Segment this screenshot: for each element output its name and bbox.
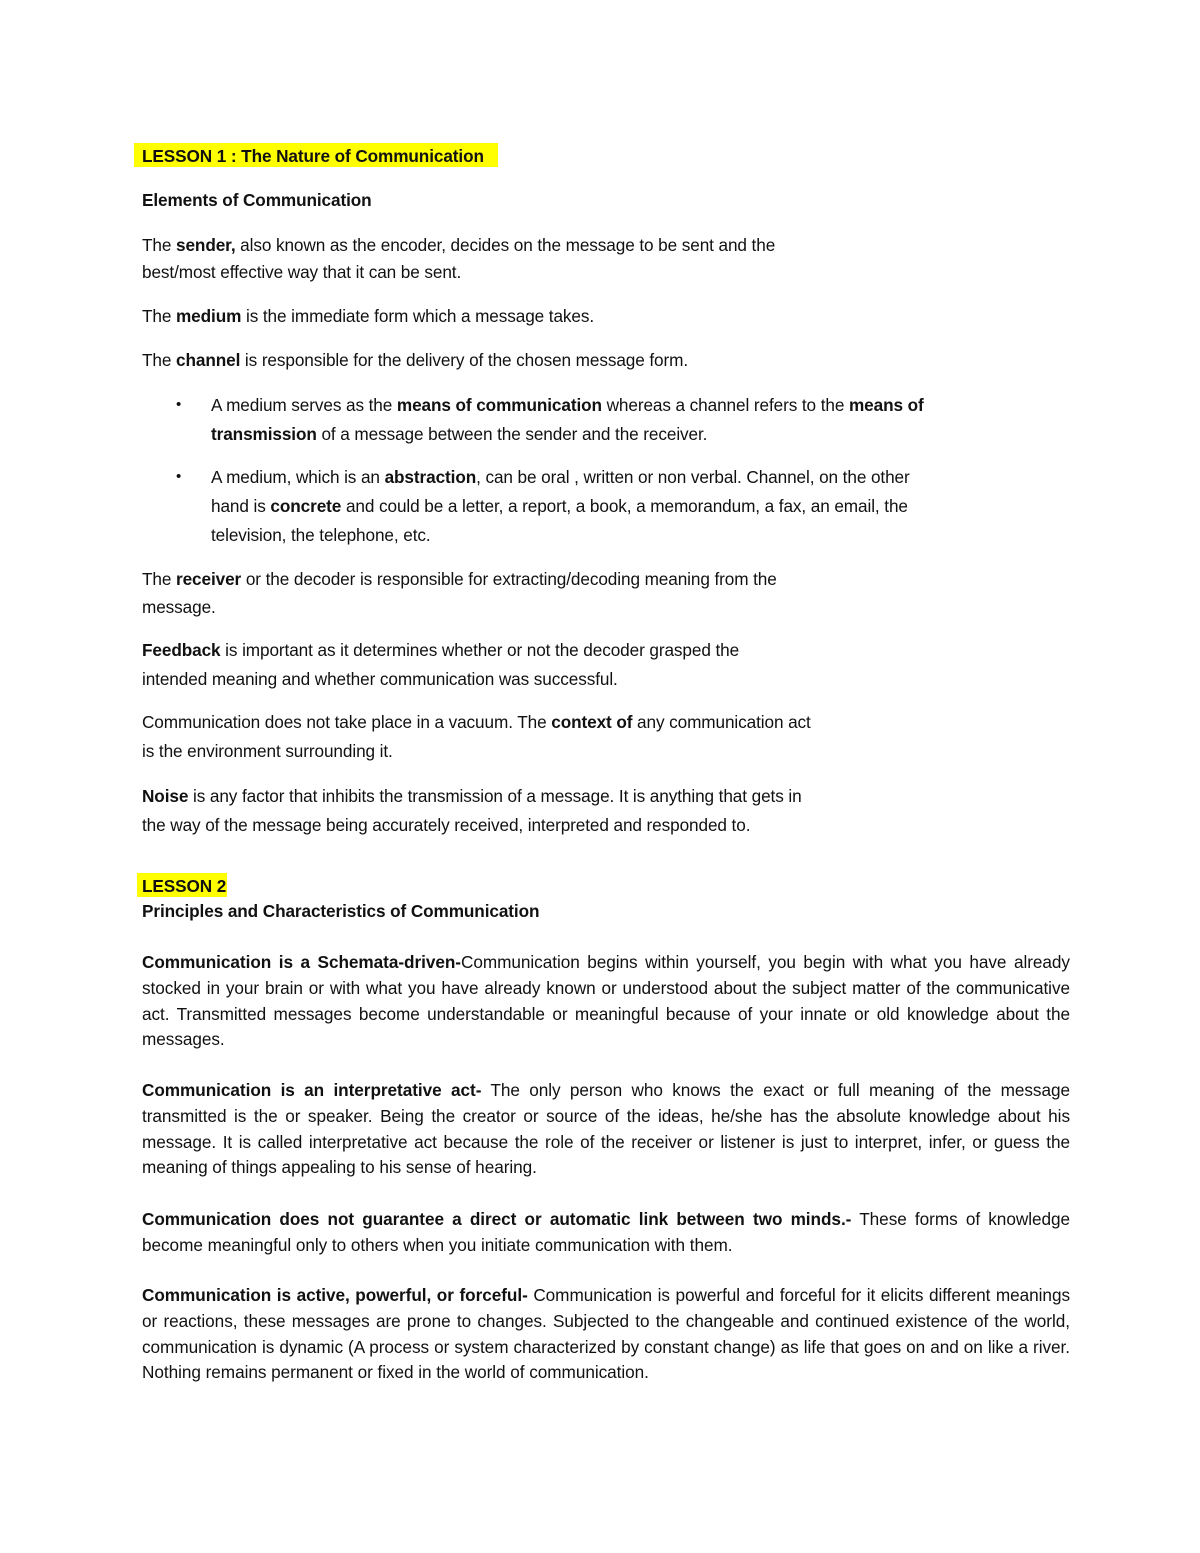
bullet-2-marker: • [176, 468, 182, 485]
principle-interpretative [142, 1078, 1070, 1181]
feedback-line-1 [142, 640, 739, 660]
receiver-term: receiver [176, 569, 242, 589]
bullet-2-text-f: and could be a letter, a report, a book, a memorandum, a fax, an email, the [341, 496, 908, 516]
bullet-2-text-a: A medium, which is an [211, 467, 385, 487]
principle-interpretative-term: Communication is an interpretative act- [142, 1080, 482, 1100]
medium-pre: The [142, 306, 176, 326]
feedback-line-2: intended meaning and whether communication was successful. [142, 669, 618, 689]
principle-no-guarantee [142, 1207, 1070, 1259]
context-rest: any communication act [632, 712, 811, 732]
context-term: context of [551, 712, 633, 732]
principle-no-guarantee-term: Communication does not guarantee a direct or automatic link between two minds.- [142, 1209, 852, 1229]
principle-interpretative-body: The only person who knows the exact or full meaning of the message transmitted is the or speaker. Being the creator or source of the ideas, he/she has the absolute knowledge about his message. It is called interpretative act because the role of the receiver or listener is just to interpret, infer, or guess the meaning of things appealing to his sense of hearing. [142, 1080, 1070, 1178]
bullet-2-term-concrete: concrete [270, 496, 342, 516]
bullet-1-marker: • [176, 396, 182, 413]
channel-line [142, 350, 688, 370]
sender-line-2: best/most effective way that it can be sent. [142, 262, 462, 282]
noise-line-1 [142, 786, 802, 806]
bullet-1-line-1 [211, 395, 924, 415]
principle-no-guarantee-body: These forms of knowledge become meaningful only to others when you initiate communication with them. [142, 1209, 1070, 1255]
receiver-line-1 [142, 569, 777, 589]
bullet-2-term-abstraction: abstraction [384, 467, 477, 487]
bullet-1-term-transmission: transmission [211, 424, 317, 444]
medium-term: medium [176, 306, 242, 326]
context-line-2: is the environment surrounding it. [142, 741, 393, 761]
bullet-2-text-d: hand is [211, 496, 271, 516]
bullet-2-line-2 [211, 496, 908, 516]
bullet-1-line-2 [211, 424, 707, 444]
lesson2-subtitle: Principles and Characteristics of Communication [142, 901, 540, 921]
channel-pre: The [142, 350, 176, 370]
principle-active-body: Communication is powerful and forceful for it elicits different meanings or reactions, these messages are prone to changes. Subjected to the changeable and continued existence of the world, communication is dynamic (A process or system characterized by constant change) as life that goes on and on like a river. Nothing remains permanent or fixed in the world of communication. [142, 1285, 1070, 1383]
receiver-pre: The [142, 569, 176, 589]
principle-schemata-term: Communication is a Schemata-driven- [142, 952, 461, 972]
feedback-term: Feedback [142, 640, 221, 660]
sender-pre: The [142, 235, 176, 255]
lesson1-title: LESSON 1 : The Nature of Communication [142, 146, 484, 166]
bullet-2-text-c: , can be oral , written or non verbal. Channel, on the other [476, 467, 910, 487]
sender-rest: also known as the encoder, decides on the message to be sent and the [235, 235, 776, 255]
principle-schemata-body: Communication begins within yourself, you begin with what you have already stocked in your brain or with what you have already known or understood about the subject matter of the communicative act. Transmitted messages become understandable or meaningful because of your innate or old knowledge about the messages. [142, 952, 1070, 1050]
principle-active [142, 1283, 1070, 1386]
medium-line [142, 306, 594, 326]
bullet-1-text-c: whereas a channel refers to the [601, 395, 849, 415]
context-pre: Communication does not take place in a vacuum. The [142, 712, 552, 732]
bullet-2-line-1 [211, 467, 910, 487]
sender-term: sender, [176, 235, 236, 255]
medium-rest: is the immediate form which a message takes. [241, 306, 595, 326]
feedback-rest: is important as it determines whether or not the decoder grasped the [220, 640, 740, 660]
noise-rest: is any factor that inhibits the transmission of a message. It is anything that gets in [188, 786, 802, 806]
lesson1-subtitle: Elements of Communication [142, 190, 372, 210]
receiver-line-2: message. [142, 597, 216, 617]
context-line-1 [142, 712, 811, 732]
noise-term: Noise [142, 786, 189, 806]
sender-line-1 [142, 235, 775, 255]
lesson2-title: LESSON 2 [142, 876, 227, 896]
bullet-1-text-a: A medium serves as the [211, 395, 397, 415]
bullet-1-text-f: of a message between the sender and the receiver. [316, 424, 708, 444]
channel-rest: is responsible for the delivery of the chosen message form. [240, 350, 689, 370]
principle-schemata [142, 950, 1070, 1053]
noise-line-2: the way of the message being accurately received, interpreted and responded to. [142, 815, 751, 835]
bullet-2-line-3: television, the telephone, etc. [211, 525, 431, 545]
principle-active-term: Communication is active, powerful, or forceful- [142, 1285, 528, 1305]
receiver-rest: or the decoder is responsible for extracting/decoding meaning from the [241, 569, 777, 589]
channel-term: channel [176, 350, 241, 370]
bullet-1-term-means-communication: means of communication [396, 395, 602, 415]
bullet-1-term-means-of: means of [848, 395, 924, 415]
